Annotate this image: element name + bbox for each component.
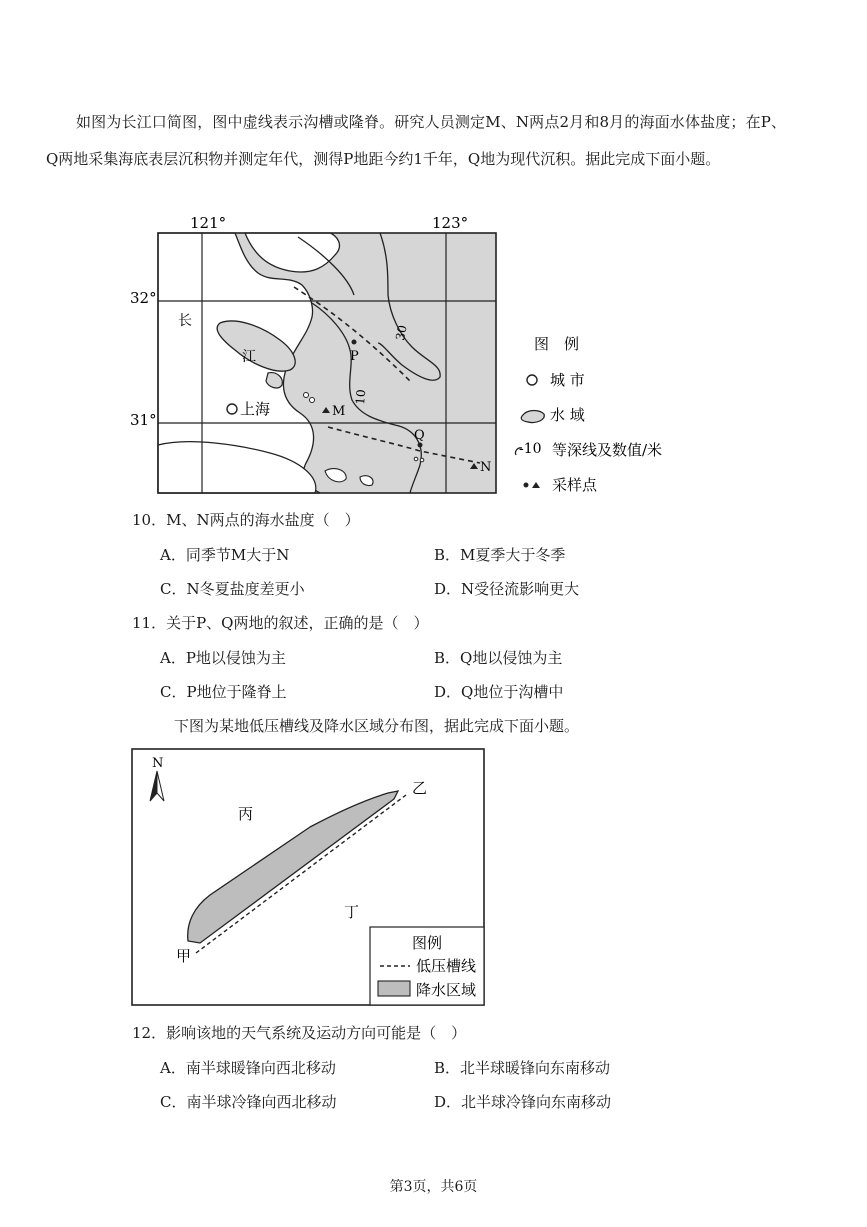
legend-rain-label: 降水区域 [416, 981, 477, 999]
q11-option-b[interactable]: B．Q地以侵蚀为主 [434, 649, 563, 667]
sample-dot-a [304, 393, 309, 398]
sample-dot-b [310, 398, 315, 403]
legend-water-label: 水 域 [550, 406, 585, 424]
label-jia: 甲 [176, 947, 192, 965]
q11-stem: 11．关于P、Q两地的叙述，正确的是（ ） [132, 614, 429, 632]
legend-sample-label: 采样点 [552, 476, 598, 494]
q10-stem: 10．M、N两点的海水盐度（ ） [132, 511, 360, 529]
legend-title: 图 例 [534, 335, 580, 353]
q12-stem: 12．影响该地的天气系统及运动方向可能是（ ） [132, 1024, 467, 1042]
legend-rain-icon [378, 981, 410, 996]
legend-city-icon [527, 375, 537, 385]
islet-dots [414, 457, 418, 461]
legend-sample-triangle-icon [532, 482, 540, 488]
trough-map-svg [130, 747, 488, 1009]
sample-point-P-icon [352, 340, 357, 345]
q11-option-c[interactable]: C．P地位于隆脊上 [160, 683, 287, 701]
q11-option-d[interactable]: D．Q地位于沟槽中 [434, 683, 564, 701]
yangtze-estuary-map [130, 214, 710, 500]
sample-point-Q-icon [418, 443, 423, 448]
legend-sample-dot-icon [524, 483, 529, 488]
trough-precipitation-map [130, 747, 488, 1009]
label-jiang: 江 [242, 349, 256, 365]
contour-10-label: 10 [353, 388, 369, 406]
legend-trough-label: 低压槽线 [416, 957, 477, 975]
label-shanghai: 上海 [240, 400, 271, 418]
contour-30-label: 30 [393, 324, 410, 342]
q12-option-d[interactable]: D．北半球冷锋向东南移动 [434, 1093, 612, 1111]
label-ding: 丁 [344, 903, 360, 921]
lon-121-label: 121° [190, 214, 227, 232]
label-chang: 长 [178, 313, 192, 329]
map2-legend-title: 图例 [412, 934, 443, 952]
label-bing: 丙 [238, 805, 254, 823]
q12-option-c[interactable]: C．南半球冷锋向西北移动 [160, 1093, 337, 1111]
q11-option-a[interactable]: A．P地以侵蚀为主 [160, 649, 286, 667]
q10-option-d[interactable]: D．N受径流影响更大 [434, 580, 580, 598]
legend-water-icon [521, 411, 544, 423]
q10-option-b[interactable]: B．M夏季大于冬季 [434, 546, 566, 564]
q10-option-c[interactable]: C．N冬夏盐度差更小 [160, 580, 305, 598]
q12-option-b[interactable]: B．北半球暖锋向东南移动 [434, 1059, 611, 1077]
label-N: N [480, 460, 492, 475]
label-yi: 乙 [412, 779, 428, 797]
lat-32-label: 32° [130, 289, 157, 307]
q12-option-a[interactable]: A．南半球暖锋向西北移动 [160, 1059, 336, 1077]
intro-paragraph-2: 下图为某地低压槽线及降水区域分布图，据此完成下面小题。 [174, 717, 580, 735]
label-M: M [332, 404, 346, 419]
label-Q: Q [414, 428, 425, 443]
q10-option-a[interactable]: A．同季节M大于N [160, 546, 290, 564]
north-label: N [152, 756, 164, 771]
yangtze-map-svg [130, 214, 710, 500]
lat-31-label: 31° [130, 411, 157, 429]
page-footer: 第3页，共6页 [389, 1179, 478, 1195]
legend-contour-value: -10 [519, 441, 542, 457]
label-P: P [350, 349, 359, 364]
legend-city-label: 城 市 [550, 371, 585, 389]
lon-123-label: 123° [432, 214, 469, 232]
intro-paragraph-1: 如图为长江口简图，图中虚线表示沟槽或隆脊。研究人员测定M、N两点2月和8月的海面水体盐度；在P、Q两地采集海底表层沉积物并测定年代，测得P地距今约1千年，Q地为现代沉积。据此完成下面小题。 [46, 113, 786, 168]
legend-contour-label: 等深线及数值/米 [552, 441, 663, 459]
shanghai-city-icon [227, 404, 237, 414]
